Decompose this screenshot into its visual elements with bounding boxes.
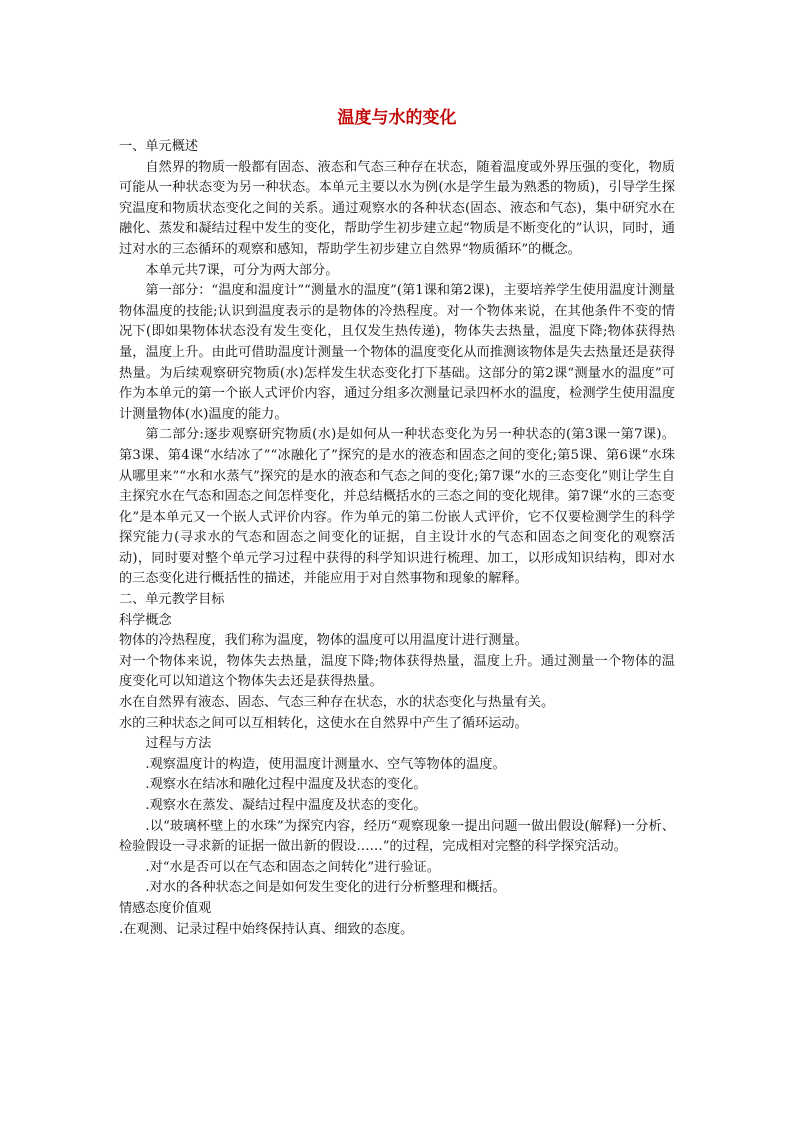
method-item: .对“水是否可以在气态和固态之间转化”进行验证。	[145, 859, 441, 875]
paragraph-part-one: 第一部分：“温度和温度计”“测量水的温度”(第1课和第2课)，主要培养学生使用温度计测量物体温度的技能;认识到温度表示的是物体的冷热程度。对一个物体来说，在其他条件不变的情况下(即如果物体状态没有发生变化，且仅发生热传递)，物体失去热量，温度下降;物体获得热量，温度上升。由此可借助温度计测量一个物体的温度变化从而推测该物体是失去热量还是获得热量。为后续观察研究物质(水)怎样发生状态变化打下基础。这部分的第2课“测量水的温度”可作为本单元的第一个嵌人式评价内容，通过分组多次测量记录四杯水的温度，检测学生使用温度计测量物体(水)温度的能力。	[119, 283, 675, 422]
paragraph-lesson-count: 本单元共7课，可分为两大部分。	[145, 262, 339, 278]
document-body	[119, 137, 675, 940]
concept-item: 物体的冷热程度，我们称为温度，物体的温度可以用温度计进行测量。	[119, 633, 528, 649]
concept-item: 对一个物体来说，物体失去热量，温度下降;物体获得热量，温度上升。通过测量一个物体的温度变化可以知道这个物体失去还是获得热量。	[119, 653, 675, 690]
method-item: .观察水在蒸发、凝结过程中温度及状态的变化。	[145, 798, 427, 813]
subheading-process-methods: 过程与方法	[145, 736, 212, 752]
section-heading-overview: 一、单元概述	[119, 139, 199, 154]
document-title: 温度与水的变化	[337, 108, 457, 128]
concept-item: 水在自然界有液态、固态、气态三种存在状态，水的状态变化与热量有关。	[119, 695, 555, 711]
method-item: .对水的各种状态之间是如何发生变化的进行分析整理和概括。	[145, 880, 506, 896]
subheading-attitudes-values: 情感态度价值观	[119, 900, 212, 916]
concept-item: 水的三种状态之间可以互相转化，这使水在自然界中产生了循环运动。	[119, 715, 528, 731]
method-item: .以“玻璃杯壁上的水珠”为探究内容，经历“观察现象一提出问题一做出假设(解释)一分析、检验假设一寻求新的证据一做出新的假设……”的过程，完成相对完整的科学探究活动。	[119, 818, 675, 855]
method-item: .观察水在结冰和融化过程中温度及状态的变化。	[145, 777, 427, 793]
attitude-item: .在观测、记录过程中始终保持认真、细致的态度。	[119, 921, 414, 937]
section-heading-goals: 二、单元教学目标	[119, 592, 225, 608]
paragraph-part-two: 第二部分:逐步观察研究物质(水)是如何从一种状态变化为另一种状态的(第3课一第7课)。第3课、第4课“水结冰了”“冰融化了”探究的是水的液态和固态之间的变化;第5课、第6课“水珠从哪里来”“水和水蒸气”探究的是水的液态和气态之间的变化;第7课“水的三态变化”则让学生自主探究水在气态和固态之间怎样变化，并总结概括水的三态之间的变化规律。第7课“水的三态变化”是本单元又一个嵌人式评价内容。作为单元的第二份嵌人式评价，它不仅要检测学生的科学探究能力(寻求水的气态和固态之间变化的证据，自主设计水的气态和固态之间变化的观察活动)，同时要对整个单元学习过程中获得的科学知识进行梳理、加工，以形成知识结构，即对水的三态变化进行概括性的描述，并能应用于对自然事物和现象的解释。	[119, 427, 675, 587]
paragraph-intro: 自然界的物质一般都有固态、液态和气态三种存在状态，随着温度或外界压强的变化，物质可能从一种状态变为另一种状态。本单元主要以水为例(水是学生最为熟悉的物质)，引导学生探究温度和物质状态变化之间的关系。通过观察水的各种状态(固态、液态和气态)，集中研究水在融化、蒸发和凝结过程中发生的变化，帮助学生初步建立起“物质是不断变化的”认识，同时，通过对水的三态循环的观察和感知，帮助学生初步建立自然界“物质循环”的概念。	[119, 159, 675, 257]
subheading-science-concepts: 科学概念	[119, 612, 172, 628]
method-item: .观察温度计的构造，使用温度计测量水、空气等物体的温度。	[145, 756, 506, 772]
